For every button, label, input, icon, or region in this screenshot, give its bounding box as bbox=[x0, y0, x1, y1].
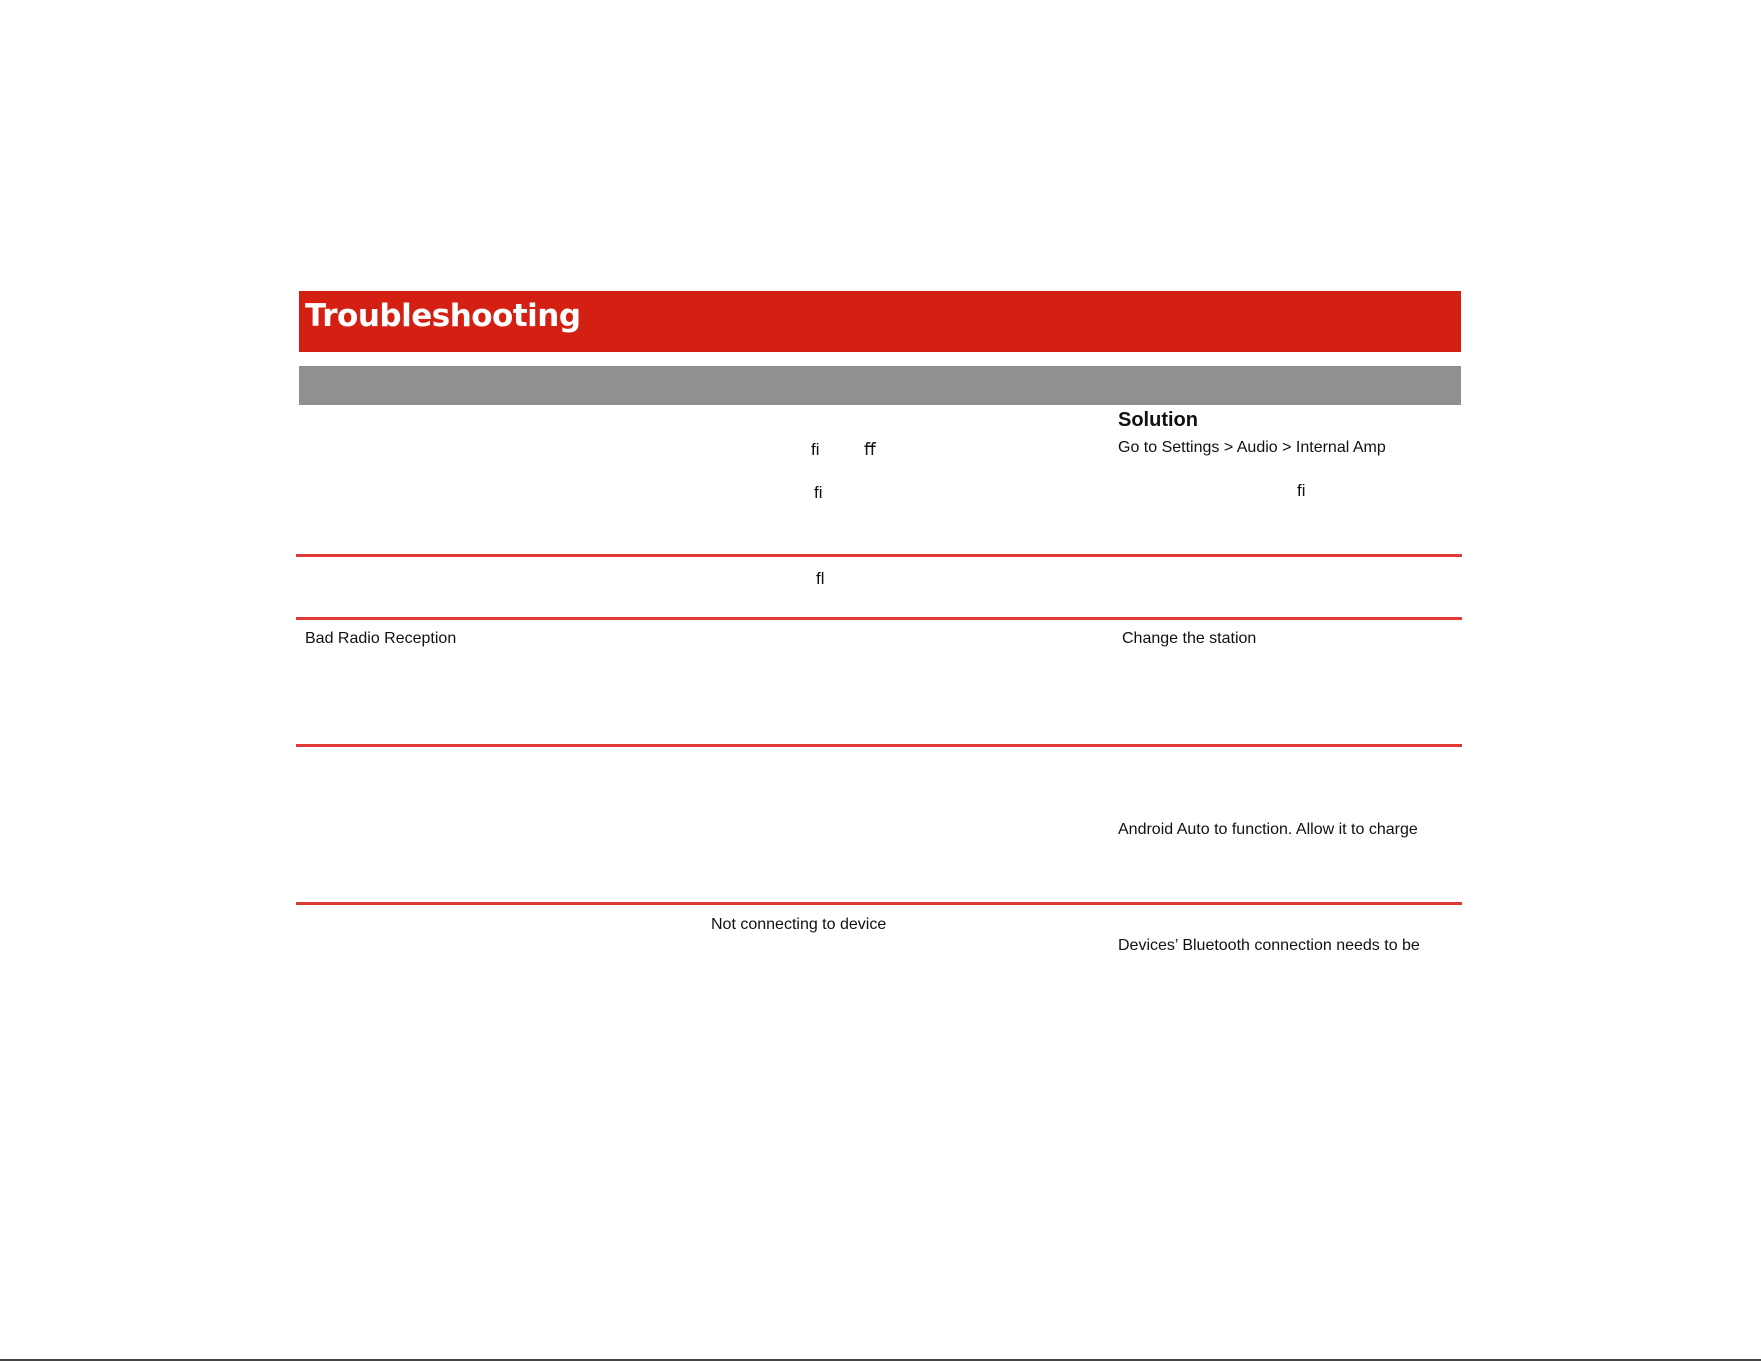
row-separator bbox=[296, 744, 1462, 747]
solution-text: Android Auto to function. Allow it to charge bbox=[1118, 821, 1418, 838]
solution-column-header: Solution bbox=[1118, 409, 1198, 431]
solution-text: Change the station bbox=[1122, 630, 1257, 647]
solution-glyph: ﬁ bbox=[1297, 481, 1306, 500]
cause-text: Not connecting to device bbox=[711, 916, 887, 933]
cause-glyph: ﬁ bbox=[814, 483, 823, 502]
solution-text: Go to Settings > Audio > Internal Amp bbox=[1118, 439, 1386, 456]
page-title: Troubleshooting bbox=[305, 298, 581, 334]
row-separator bbox=[296, 617, 1462, 620]
cause-glyph: ﬀ bbox=[864, 440, 876, 459]
row-separator bbox=[296, 902, 1462, 905]
cause-glyph: ﬁ bbox=[811, 440, 820, 459]
problem-text: Bad Radio Reception bbox=[305, 630, 457, 647]
cause-glyph: ﬂ bbox=[816, 569, 825, 588]
solution-text: Devices’ Bluetooth connection needs to be bbox=[1118, 937, 1420, 954]
row-separator bbox=[296, 554, 1462, 557]
table-header-bar bbox=[299, 366, 1461, 405]
